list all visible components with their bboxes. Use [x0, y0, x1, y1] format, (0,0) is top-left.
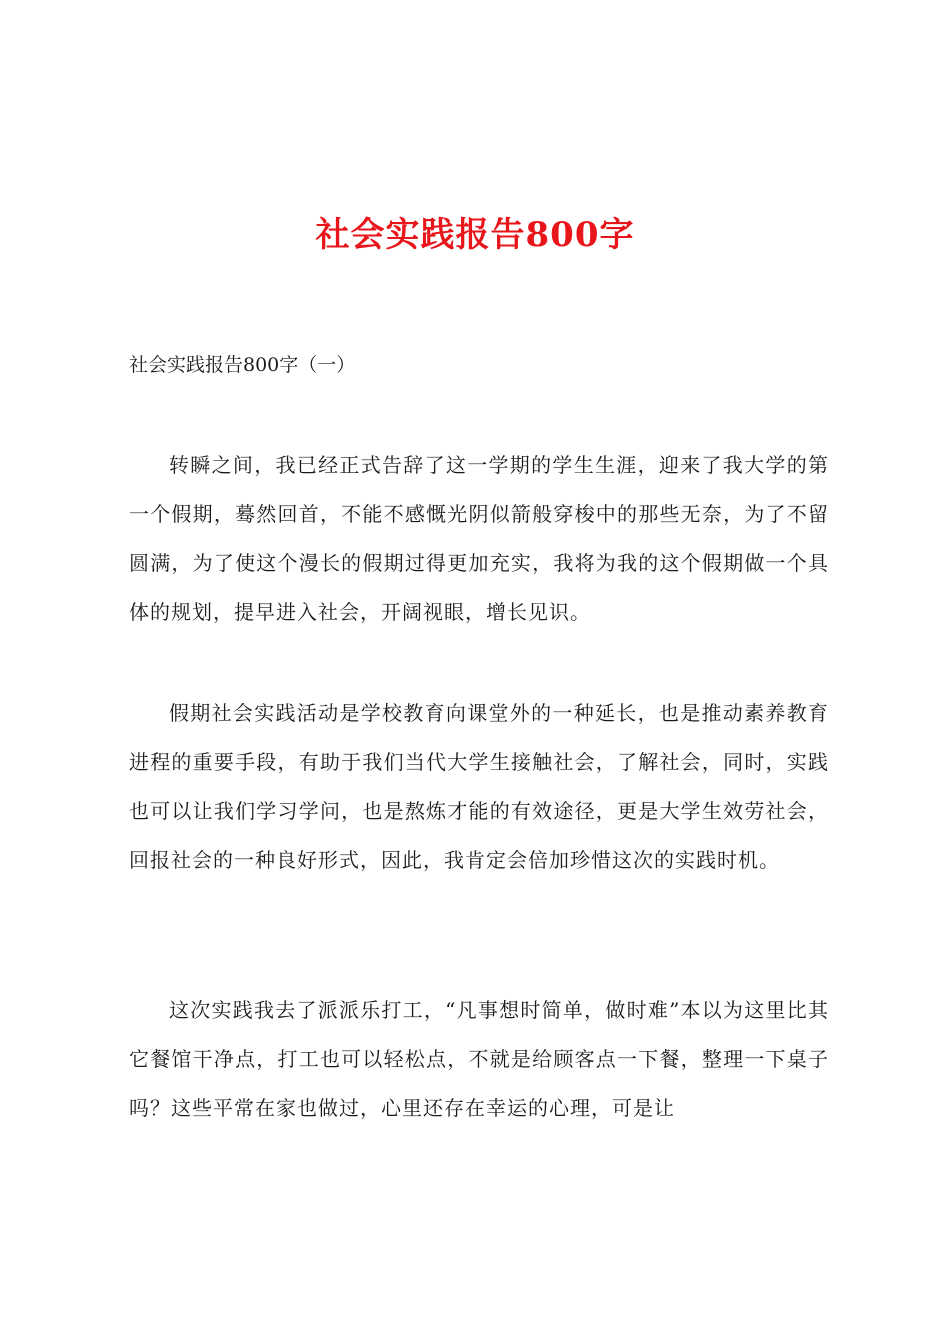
paragraph-1: 转瞬之间，我已经正式告辞了这一学期的学生生涯，迎来了我大学的第一个假期，蓦然回首，不能不感慨光阴似箭般穿梭中的那些无奈，为了不留圆满，为了使这个漫长的假期过得更加充实，我将为我的这个假期做一个具体的规划，提早进入社会，开阔视眼，增长见识。: [129, 453, 829, 624]
paragraph-2: 假期社会实践活动是学校教育向课堂外的一种延长，也是推动素养教育进程的重要手段，有助于我们当代大学生接触社会，了解社会，同时，实践也可以让我们学习学问，也是熬炼才能的有效途径，更是大学生效劳社会，回报社会的一种良好形式，因此，我肯定会倍加珍惜这次的实践时机。: [129, 701, 829, 872]
document-title: 社会实践报告800字: [315, 215, 635, 255]
paragraph-3: 这次实践我去了派派乐打工，“凡事想时简单，做时难”本以为这里比其它餐馆干净点，打工也可以轻松点，不就是给顾客点一下餐，整理一下桌子吗？这些平常在家也做过，心里还存在幸运的心理，可是让: [129, 998, 829, 1120]
section-heading: 社会实践报告800字（一）: [129, 354, 356, 376]
